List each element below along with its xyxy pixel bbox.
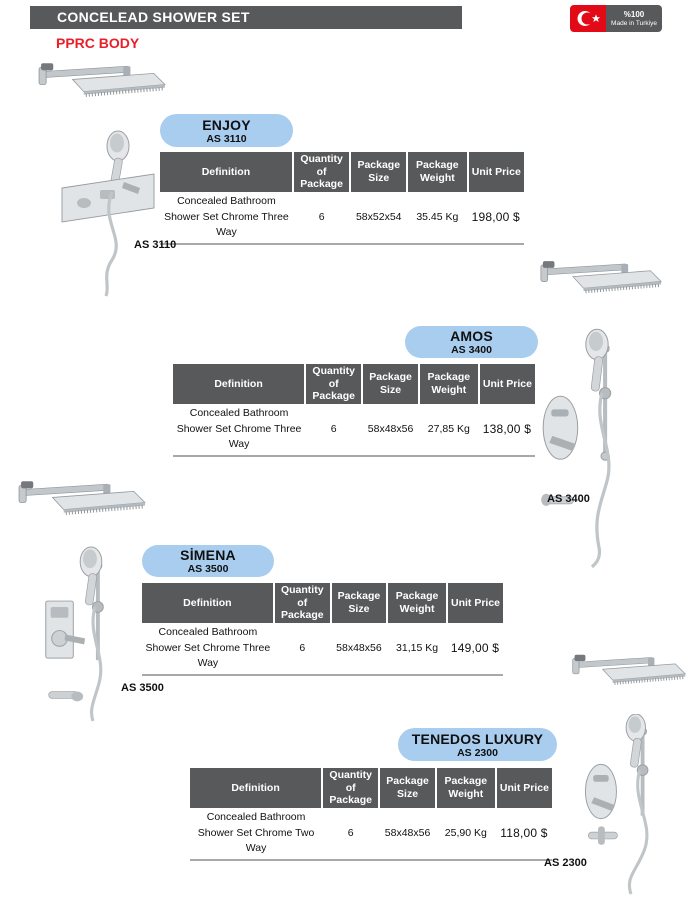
col-header-weight: Package Weight: [387, 583, 447, 623]
product-table-simena: [142, 583, 503, 676]
cell-quantity: 6: [274, 623, 331, 675]
product-image-label-simena: AS 3500: [121, 682, 164, 694]
cell-price: 198,00 $: [468, 192, 524, 244]
badge-percent: %100: [623, 9, 645, 19]
product-name: AMOS: [450, 328, 493, 344]
product-name: ENJOY: [202, 116, 251, 133]
cell-definition: Concealed Bathroom Shower Set Chrome Two Way: [190, 808, 322, 860]
col-header-price: Unit Price: [468, 152, 524, 192]
product-image-tenedos-set: [576, 714, 684, 898]
col-header-weight: Package Weight: [419, 364, 479, 404]
cell-price: 138,00 $: [479, 404, 535, 456]
cell-size: 58x48x56: [362, 404, 418, 456]
cell-size: 58x52x54: [350, 192, 407, 244]
product-image-amos-set: [532, 326, 664, 570]
product-image-label-enjoy: AS 3110: [134, 239, 177, 251]
table-row: [142, 623, 503, 675]
badge-text: [606, 5, 662, 32]
table-header-row: [142, 583, 503, 623]
table-row: [160, 192, 524, 244]
product-image-enjoy-rainhead: [36, 58, 168, 107]
col-header-weight: Package Weight: [407, 152, 467, 192]
product-image-enjoy-set: [50, 130, 170, 298]
product-code: AS 2300: [457, 746, 498, 759]
col-header-quantity: Quantity of Package: [305, 364, 362, 404]
table-header-row: [190, 768, 552, 808]
col-header-size: Package Size: [331, 583, 387, 623]
product-image-amos-rainhead: [538, 256, 664, 303]
col-header-weight: Package Weight: [436, 768, 496, 808]
product-name: SİMENA: [180, 547, 236, 563]
product-code: AS 3110: [206, 132, 247, 145]
cell-size: 58x48x56: [379, 808, 435, 860]
table-row: [190, 808, 552, 860]
cell-quantity: 6: [293, 192, 351, 244]
col-header-definition: Definition: [160, 152, 293, 192]
product-name: TENEDOS LUXURY: [411, 730, 544, 747]
cell-weight: 35.45 Kg: [407, 192, 467, 244]
col-header-definition: Definition: [173, 364, 305, 404]
product-image-label-amos: AS 3400: [547, 493, 590, 505]
product-table-enjoy: [160, 152, 524, 245]
cell-quantity: 6: [322, 808, 379, 860]
cell-price: 118,00 $: [496, 808, 552, 860]
table-row: [173, 404, 535, 456]
product-table-amos: [173, 364, 535, 457]
product-badge-amos: [405, 326, 538, 358]
col-header-price: Unit Price: [479, 364, 535, 404]
col-header-quantity: Quantity of Package: [293, 152, 351, 192]
cell-weight: 25,90 Kg: [436, 808, 496, 860]
col-header-price: Unit Price: [447, 583, 503, 623]
product-badge-enjoy: [160, 114, 293, 147]
product-image-tenedos-rainhead: [570, 650, 688, 694]
cell-definition: Concealed Bathroom Shower Set Chrome Three Way: [160, 192, 293, 244]
made-in-turkiye-badge: [570, 5, 662, 32]
cell-weight: 27,85 Kg: [419, 404, 479, 456]
cell-quantity: 6: [305, 404, 362, 456]
badge-made-in: Made in Turkiye: [611, 19, 657, 27]
product-code: AS 3500: [187, 563, 229, 575]
turkish-flag-icon: [570, 5, 606, 32]
col-header-size: Package Size: [362, 364, 418, 404]
col-header-size: Package Size: [350, 152, 407, 192]
product-badge-simena: [142, 545, 274, 577]
cell-price: 149,00 $: [447, 623, 503, 675]
page-title: CONCELEAD SHOWER SET: [30, 6, 462, 29]
col-header-size: Package Size: [379, 768, 435, 808]
col-header-price: Unit Price: [496, 768, 552, 808]
col-header-definition: Definition: [190, 768, 322, 808]
cell-size: 58x48x56: [331, 623, 387, 675]
product-table-tenedos-luxury: [190, 768, 552, 861]
cell-definition: Concealed Bathroom Shower Set Chrome Three Way: [173, 404, 305, 456]
product-image-simena-set: [32, 546, 150, 723]
page-subtitle: PPRC BODY: [56, 35, 140, 51]
product-badge-tenedos-luxury: [398, 728, 557, 761]
product-image-label-tenedos: AS 2300: [544, 857, 587, 869]
col-header-quantity: Quantity of Package: [322, 768, 379, 808]
table-header-row: [173, 364, 535, 404]
col-header-quantity: Quantity of Package: [274, 583, 331, 623]
cell-definition: Concealed Bathroom Shower Set Chrome Three Way: [142, 623, 274, 675]
table-header-row: [160, 152, 524, 192]
col-header-definition: Definition: [142, 583, 274, 623]
product-image-simena-rainhead: [16, 476, 148, 525]
product-code: AS 3400: [451, 344, 492, 356]
cell-weight: 31,15 Kg: [387, 623, 447, 675]
